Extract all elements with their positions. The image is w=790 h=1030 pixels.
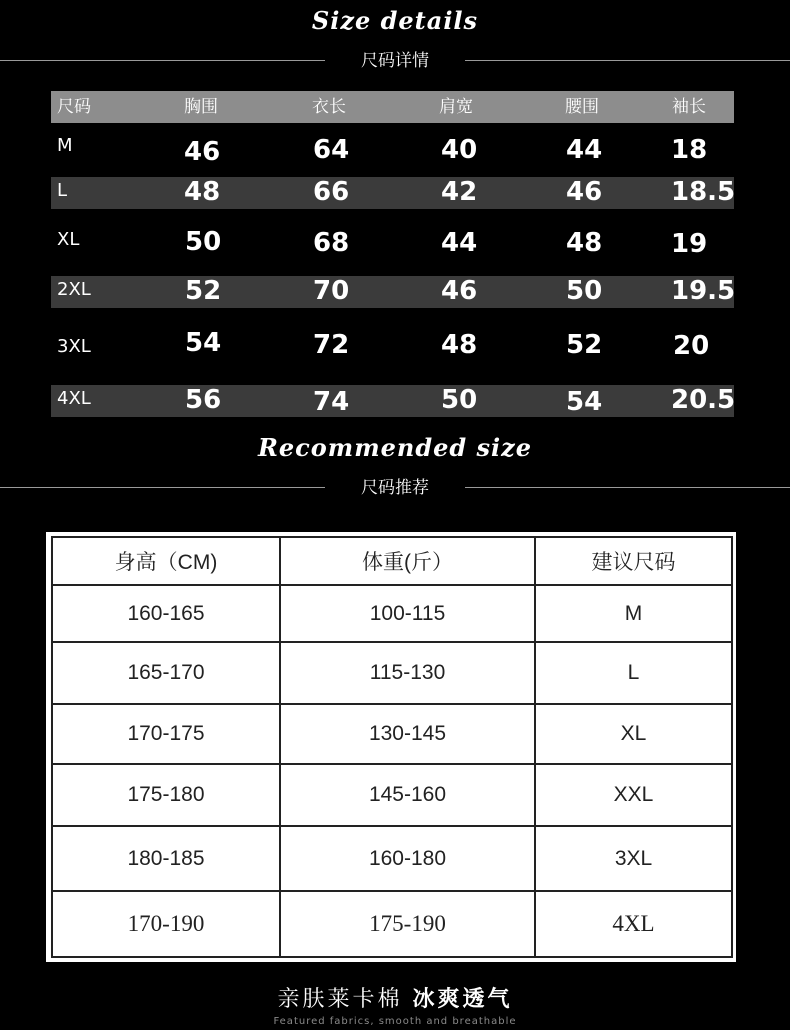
footer-feature-text: 冰爽透气: [412, 987, 513, 1012]
sleeve-value: 19: [671, 229, 708, 259]
chest-value: 50: [185, 227, 222, 257]
weight-range: 145-160: [280, 764, 535, 826]
waist-value: 54: [566, 387, 603, 417]
suggested-size: 4XL: [535, 891, 732, 957]
weight-range: 100-115: [280, 585, 535, 642]
header-chest: 胸围: [184, 97, 218, 117]
suggested-size: XXL: [535, 764, 732, 826]
chest-value: 46: [184, 137, 221, 167]
rec-row: [52, 704, 732, 764]
size-label: M: [57, 135, 73, 156]
size-table-header: [51, 91, 734, 123]
length-value: 66: [313, 177, 350, 207]
sleeve-value: 18.5: [671, 177, 736, 207]
waist-value: 50: [566, 276, 603, 306]
shoulder-value: 50: [441, 385, 478, 415]
header-size: 尺码: [57, 97, 91, 117]
header-suggested-size: 建议尺码: [535, 537, 732, 585]
weight-range: 175-190: [280, 891, 535, 957]
length-value: 64: [313, 135, 350, 165]
divider-line-right: [465, 60, 790, 61]
footer-tagline: [0, 982, 790, 1013]
height-range: 170-190: [52, 891, 280, 957]
recommended-cn-title: 尺码推荐: [361, 478, 429, 498]
shoulder-value: 48: [441, 330, 478, 360]
shoulder-value: 40: [441, 135, 478, 165]
size-row-2xl: [51, 276, 734, 308]
suggested-size: 3XL: [535, 826, 732, 891]
waist-value: 52: [566, 330, 603, 360]
size-details-table: [51, 91, 734, 417]
size-label: 3XL: [57, 336, 91, 357]
suggested-size: L: [535, 642, 732, 704]
divider-line-left: [0, 60, 325, 61]
size-label: 2XL: [57, 279, 91, 300]
size-label: L: [57, 180, 68, 201]
size-details-cn-title: 尺码详情: [361, 51, 429, 71]
size-row-l: [51, 177, 734, 209]
header-length: 衣长: [312, 97, 346, 117]
shoulder-value: 46: [441, 276, 478, 306]
waist-value: 44: [566, 135, 603, 165]
footer-english-text: Featured fabrics, smooth and breathable: [273, 1016, 517, 1027]
height-range: 175-180: [52, 764, 280, 826]
sleeve-value: 20.5: [671, 385, 736, 415]
shoulder-value: 44: [441, 228, 478, 258]
height-range: 180-185: [52, 826, 280, 891]
rec-row: [52, 826, 732, 891]
recommended-divider: [0, 476, 790, 500]
size-label: XL: [57, 229, 80, 250]
chest-value: 52: [185, 276, 222, 306]
header-weight: 体重(斤）: [280, 537, 535, 585]
sleeve-value: 20: [673, 331, 710, 361]
chest-value: 54: [185, 328, 222, 358]
rec-header-row: [52, 537, 732, 585]
size-details-divider: [0, 49, 790, 73]
size-label: 4XL: [57, 388, 91, 409]
length-value: 70: [313, 276, 350, 306]
header-sleeve: 袖长: [672, 97, 706, 117]
header-height: 身高（CM): [52, 537, 280, 585]
chest-value: 56: [185, 385, 222, 415]
divider-line-right: [465, 487, 790, 488]
rec-row: [52, 891, 732, 957]
sleeve-value: 19.5: [671, 276, 736, 306]
recommended-table: [51, 536, 733, 958]
length-value: 68: [313, 228, 350, 258]
waist-value: 46: [566, 177, 603, 207]
waist-value: 48: [566, 228, 603, 258]
size-details-script-title: Size details: [311, 6, 479, 35]
footer-fabric-text: 亲肤莱卡棉: [277, 987, 403, 1012]
header-shoulder: 肩宽: [439, 97, 473, 117]
height-range: 170-175: [52, 704, 280, 764]
chest-value: 48: [184, 177, 221, 207]
shoulder-value: 42: [441, 177, 478, 207]
rec-row: [52, 642, 732, 704]
length-value: 72: [313, 330, 350, 360]
rec-row: [52, 585, 732, 642]
size-row-xl: [51, 209, 734, 276]
header-waist: 腰围: [565, 97, 599, 117]
divider-line-left: [0, 487, 325, 488]
recommended-script-title: Recommended size: [257, 433, 533, 462]
recommended-table-frame: [46, 532, 736, 962]
height-range: 165-170: [52, 642, 280, 704]
height-range: 160-165: [52, 585, 280, 642]
rec-row: [52, 764, 732, 826]
suggested-size: M: [535, 585, 732, 642]
suggested-size: XL: [535, 704, 732, 764]
size-row-4xl: [51, 385, 734, 417]
weight-range: 130-145: [280, 704, 535, 764]
sleeve-value: 18: [671, 135, 708, 165]
weight-range: 115-130: [280, 642, 535, 704]
weight-range: 160-180: [280, 826, 535, 891]
length-value: 74: [313, 387, 350, 417]
size-row-m: [51, 123, 734, 177]
size-row-3xl: [51, 308, 734, 385]
